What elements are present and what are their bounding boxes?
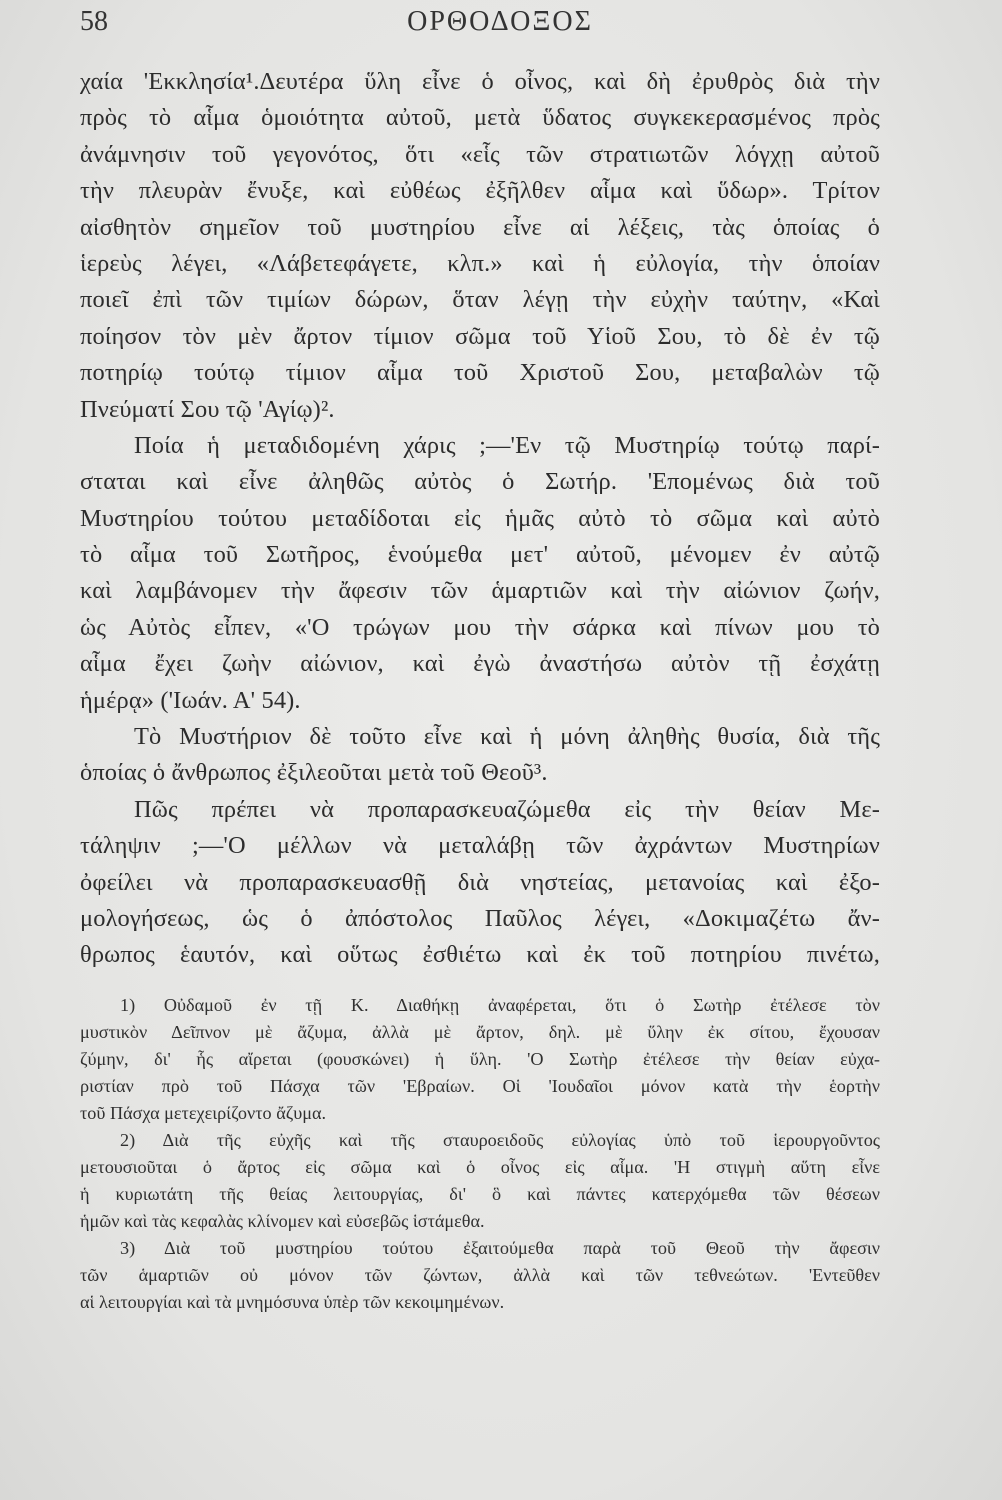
text-line: ἱερεὺς λέγει, «Λάβετεφάγετε, κλπ.» καὶ ἡ εὐλογία, τὴν ὁποίαν [80, 249, 880, 277]
text-line: πρὸς τὸ αἷμα ὁμοιότητα αὐτοῦ, μετὰ ὕδατος συγκεκερασμένος πρὸς [80, 104, 880, 132]
text-line: σταται καὶ εἶνε ἀληθῶς αὐτὸς ὁ Σωτήρ. 'Επομένως διὰ τοῦ [80, 468, 880, 496]
footnote-line: μυστικὸν Δεῖπνον μὲ ἄζυμα, ἀλλὰ μὲ ἄρτον, δηλ. μὲ ὕλην ἐκ σίτου, ἔχουσαν [80, 1022, 880, 1042]
text-line: ποιεῖ ἐπὶ τῶν τιμίων δώρων, ὅταν λέγῃ τὴν εὐχὴν ταύτην, «Καὶ [80, 286, 880, 314]
footnote-line: μετουσιοῦται ὁ ἄρτος εἰς σῶμα καὶ ὁ οἶνος εἰς αἷμα. 'Η στιγμὴ αὕτη εἶνε [80, 1157, 880, 1177]
page-number: 58 [80, 6, 108, 37]
text-line: Πῶς πρέπει νὰ προπαρασκευαζώμεθα εἰς τὴν θείαν Με- [134, 795, 880, 823]
text-line: θρωπος ἑαυτόν, καὶ οὕτως ἐσθιέτω καὶ ἐκ τοῦ ποτηρίου πινέτω, [80, 941, 880, 969]
footnote-line: ζύμην, δι' ἧς αἴρεται (φουσκώνει) ἡ ὕλη. 'Ο Σωτὴρ ἐτέλεσε τὴν θείαν εὐχα- [80, 1049, 880, 1069]
footnote-line: 2) Διὰ τῆς εὐχῆς καὶ τῆς σταυροειδοῦς εὐλογίας ὑπὸ τοῦ ἱερουργοῦντος [120, 1130, 880, 1150]
text-line: Τὸ Μυστήριον δὲ τοῦτο εἶνε καὶ ἡ μόνη ἀληθὴς θυσία, διὰ τῆς [134, 723, 880, 751]
footnote-line: ἡ κυριωτάτη τῆς θείας λειτουργίας, δι' ὃ καὶ πάντες κατερχόμεθα τῶν θέσεων [80, 1184, 880, 1204]
text-line: αἷμα ἔχει ζωὴν αἰώνιον, καὶ ἐγὼ ἀναστήσω αὐτὸν τῇ ἐσχάτῃ [80, 650, 880, 678]
text-line: ἀνάμνησιν τοῦ γεγονότος, ὅτι «εἷς τῶν στρατιωτῶν λόγχῃ αὐτοῦ [80, 140, 880, 168]
footnote-line: ἡμῶν καὶ τὰς κεφαλὰς κλίνομεν καὶ εὐσεβῶς ἱστάμεθα. [80, 1211, 485, 1231]
text-line: ὀφείλει νὰ προπαρασκευασθῇ διὰ νηστείας, μετανοίας καὶ ἐξο- [80, 868, 880, 896]
text-line: ποίησον τὸν μὲν ἄρτον τίμιον σῶμα τοῦ Υἱοῦ Σου, τὸ δὲ ἐν τῷ [80, 322, 880, 350]
text-line: τάληψιν ;—'Ο μέλλων νὰ μεταλάβῃ τῶν ἀχράντων Μυστηρίων [80, 832, 880, 860]
footnote-line: 1) Οὐδαμοῦ ἐν τῇ Κ. Διαθήκῃ ἀναφέρεται, ὅτι ὁ Σωτὴρ ἐτέλεσε τὸν [120, 995, 880, 1015]
text-line: Πνεύματί Σου τῷ 'Αγίῳ)². [80, 395, 335, 423]
text-line: αἰσθητὸν σημεῖον τοῦ μυστηρίου εἶνε αἱ λέξεις, τὰς ὁποίας ὁ [80, 213, 880, 241]
text-line: τὴν πλευρὰν ἔνυξε, καὶ εὐθέως ἐξῆλθεν αἷμα καὶ ὕδωρ». Τρίτον [80, 177, 880, 205]
page-header [80, 6, 880, 46]
text-line: τὸ αἷμα τοῦ Σωτῆρος, ἑνούμεθα μετ' αὐτοῦ, μένομεν ἐν αὐτῷ [80, 541, 880, 569]
text-line: ὡς Αὐτὸς εἶπεν, «'Ο τρώγων μου τὴν σάρκα καὶ πίνων μου τὸ [80, 613, 880, 641]
text-line: ὁποίας ὁ ἄνθρωπος ἐξιλεοῦται μετὰ τοῦ Θεοῦ³. [80, 759, 548, 787]
running-title: ΟΡΘΟΔΟΞΟΣ [407, 6, 593, 37]
text-line: καὶ λαμβάνομεν τὴν ἄφεσιν τῶν ἁμαρτιῶν καὶ τὴν αἰώνιον ζωήν, [80, 577, 880, 605]
text-line: Ποία ἡ μεταδιδομένη χάρις ;—'Εν τῷ Μυστηρίῳ τούτῳ παρί- [134, 431, 880, 459]
footnote-line: τῶν ἁμαρτιῶν οὐ μόνον τῶν ζώντων, ἀλλὰ καὶ τῶν τεθνεώτων. 'Εντεῦθεν [80, 1265, 880, 1285]
text-line: ἡμέρᾳ» ('Ιωάν. Α' 54). [80, 686, 301, 714]
text-line: Μυστηρίου τούτου μεταδίδοται εἰς ἡμᾶς αὐτὸ τὸ σῶμα καὶ αὐτὸ [80, 504, 880, 532]
footnote-line: τοῦ Πάσχα μετεχειρίζοντο ἄζυμα. [80, 1103, 327, 1123]
footnote-line: 3) Διὰ τοῦ μυστηρίου τούτου ἐξαιτούμεθα παρὰ τοῦ Θεοῦ τὴν ἄφεσιν [120, 1238, 880, 1258]
text-line: χαία 'Εκκλησία¹.Δευτέρα ὕλη εἶνε ὁ οἶνος, καὶ δὴ ἐρυθρὸς διὰ τὴν [80, 68, 880, 95]
footnote-line: αἱ λειτουργίαι καὶ τὰ μνημόσυνα ὑπὲρ τῶν κεκοιμημένων. [80, 1292, 505, 1312]
text-line: ποτηρίῳ τούτῳ τίμιον αἷμα τοῦ Χριστοῦ Σου, μεταβαλὼν τῷ [80, 359, 880, 387]
footnote-line: ριστίαν πρὸ τοῦ Πάσχα τῶν 'Εβραίων. Οἱ 'Ιουδαῖοι μόνον κατὰ τὴν ἑορτὴν [80, 1076, 880, 1096]
body-text [80, 64, 880, 974]
footnotes [80, 992, 880, 1316]
text-line: μολογήσεως, ὡς ὁ ἀπόστολος Παῦλος λέγει, «Δοκιμαζέτω ἄν- [80, 904, 880, 932]
